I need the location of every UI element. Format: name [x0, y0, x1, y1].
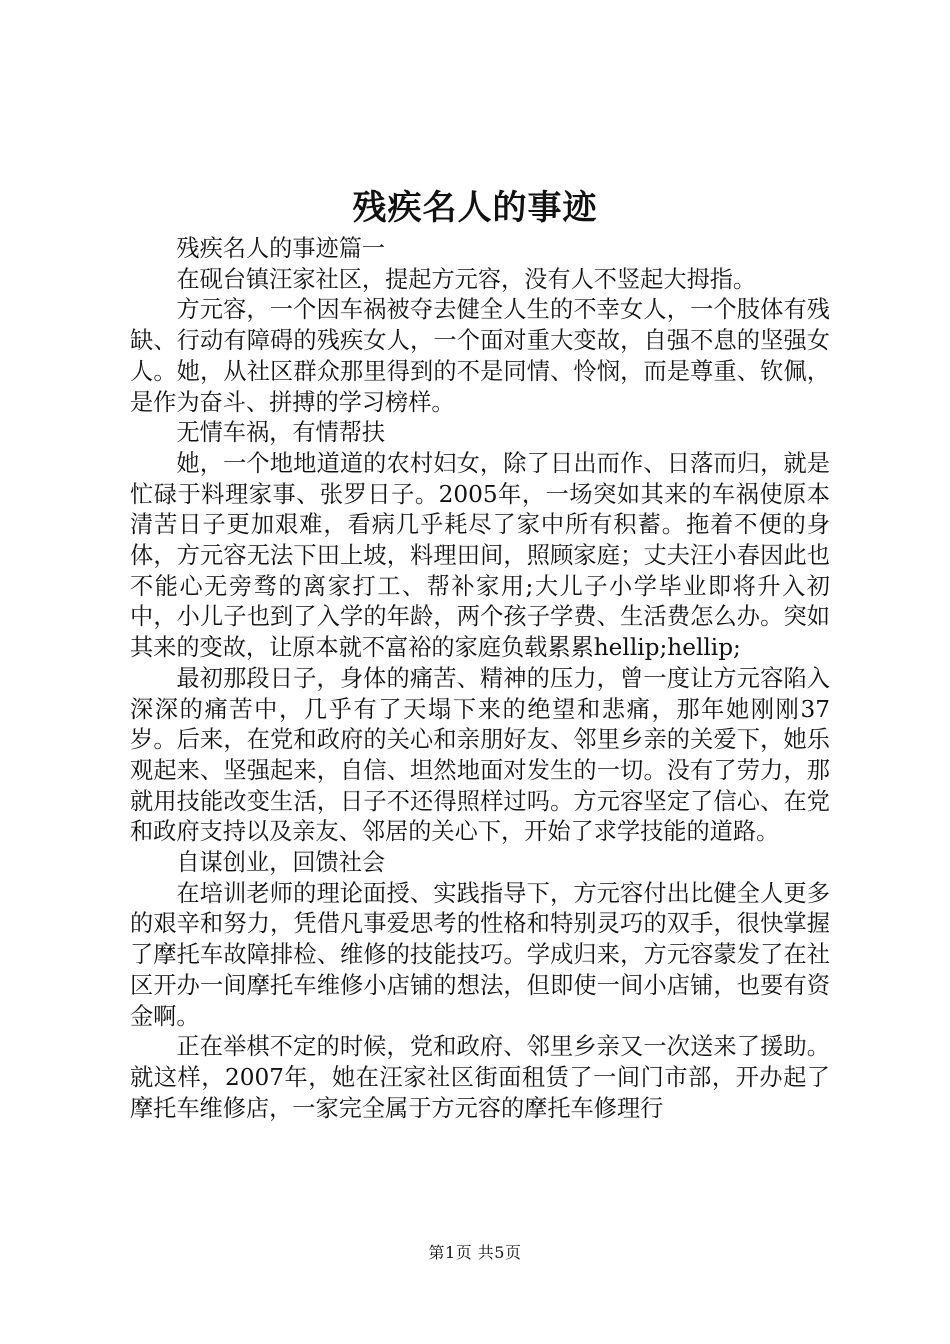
subheading: 无情车祸，有情帮扶: [176, 419, 386, 447]
paragraph: 最初那段日子，身体的痛苦、精神的压力，曾一度让方元容陷入深深的痛苦中，几乎有了天塌下来的绝望和悲痛，那年她刚刚37岁。后来，在党和政府的关心和亲朋好友、邻里乡亲的关爱下，她乐观起来、坚强起来，自信、坦然地面对发生的一切。没有了劳力，那就用技能改变生活，日子不还得照样过吗。方元容坚定了信心、在党和政府支持以及亲友、邻居的关心下，开始了求学技能的道路。: [130, 664, 830, 846]
section-heading: 残疾名人的事迹篇一: [176, 235, 386, 262]
page-footer: 第1页 共5页: [428, 1243, 522, 1262]
subheading: 自谋创业，回馈社会: [176, 849, 386, 877]
document-title: 残疾名人的事迹: [352, 188, 598, 228]
paragraph: 方元容，一个因车祸被夺去健全人生的不幸女人，一个肢体有残缺、行动有障碍的残疾女人，一个面对重大变故，自强不息的坚强女人。她，从社区群众那里得到的不是同情、怜悯，而是尊重、钦佩，是作为奋斗、拼搏的学习榜样。: [130, 296, 830, 416]
paragraph: 在砚台镇汪家社区，提起方元容，没有人不竖起大拇指。: [176, 265, 757, 293]
document-body: [130, 234, 830, 1124]
paragraph: 她，一个地地道道的农村妇女，除了日出而作、日落而归，就是忙碌于料理家事、张罗日子。2005年，一场突如其来的车祸使原本清苦日子更加艰难，看病几乎耗尽了家中所有积蓄。拖着不便的身体，方元容无法下田上坡，料理田间，照顾家庭；丈夫汪小春因此也不能心无旁骛的离家打工、帮补家用;大儿子小学毕业即将升入初中，小儿子也到了入学的年龄，两个孩子学费、生活费怎么办。突如其来的变故，让原本就不富裕的家庭负载累累hellip;hellip;: [130, 449, 830, 662]
paragraph: 正在举棋不定的时候，党和政府、邻里乡亲又一次送来了援助。就这样，2007年，她在汪家社区街面租赁了一间门市部，开办起了摩托车维修店，一家完全属于方元容的摩托车修理行: [130, 1033, 830, 1122]
paragraph: 在培训老师的理论面授、实践指导下，方元容付出比健全人更多的艰辛和努力，凭借凡事爱思考的性格和特别灵巧的双手，很快掌握了摩托车故障排检、维修的技能技巧。学成归来，方元容蒙发了在社区开办一间摩托车维修小店铺的想法，但即使一间小店铺，也要有资金啊。: [130, 879, 830, 1030]
